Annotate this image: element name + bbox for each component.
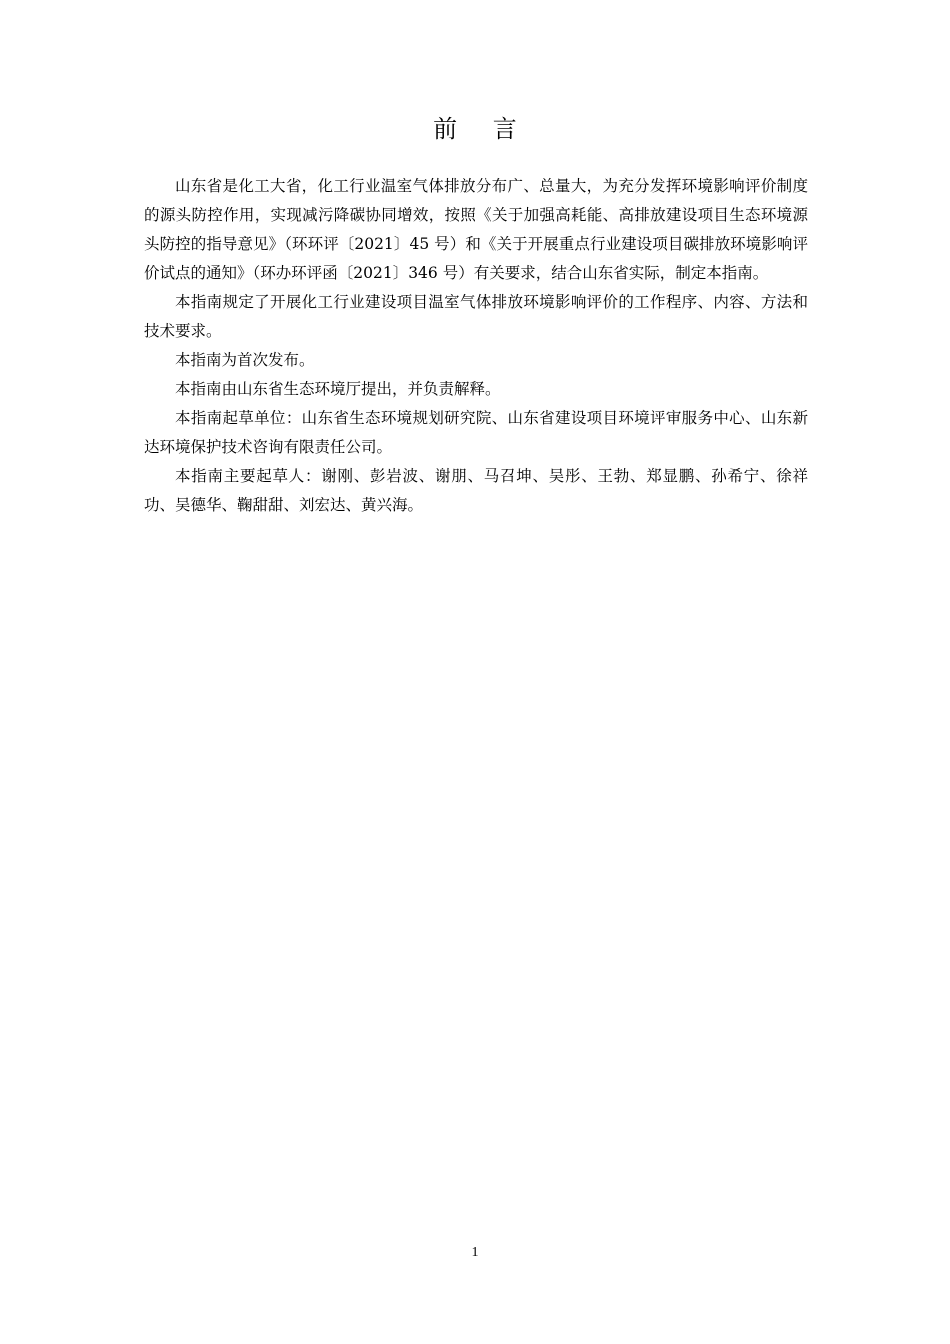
paragraph-proposer: 本指南由山东省生态环境厅提出，并负责解释。 (175, 380, 501, 398)
preface-body (144, 172, 808, 520)
page-number: 1 (471, 1245, 479, 1260)
paragraph-scope: 本指南规定了开展化工行业建设项目温室气体排放环境影响评价的工作程序、内容、方法和技术要求。 (144, 293, 808, 340)
paragraph-first-release: 本指南为首次发布。 (175, 351, 315, 369)
page-title: 前 言 (433, 115, 531, 143)
paragraph-background: 山东省是化工大省，化工行业温室气体排放分布广、总量大，为充分发挥环境影响评价制度的源头防控作用，实现减污降碳协同增效，按照《关于加强高耗能、高排放建设项目生态环境源头防控的指导意见》（环环评〔2021〕45 号）和《关于开展重点行业建设项目碳排放环境影响评价试点的通知》（环办环评函〔2021〕346 号）有关要求，结合山东省实际，制定本指南。 (144, 177, 808, 282)
paragraph-drafters: 本指南主要起草人：谢刚、彭岩波、谢朋、马召坤、吴彤、王勃、郑显鹏、孙希宁、徐祥功、吴德华、鞠甜甜、刘宏达、黄兴海。 (144, 467, 808, 514)
paragraph-drafting-units: 本指南起草单位：山东省生态环境规划研究院、山东省建设项目环境评审服务中心、山东新达环境保护技术咨询有限责任公司。 (144, 409, 808, 456)
